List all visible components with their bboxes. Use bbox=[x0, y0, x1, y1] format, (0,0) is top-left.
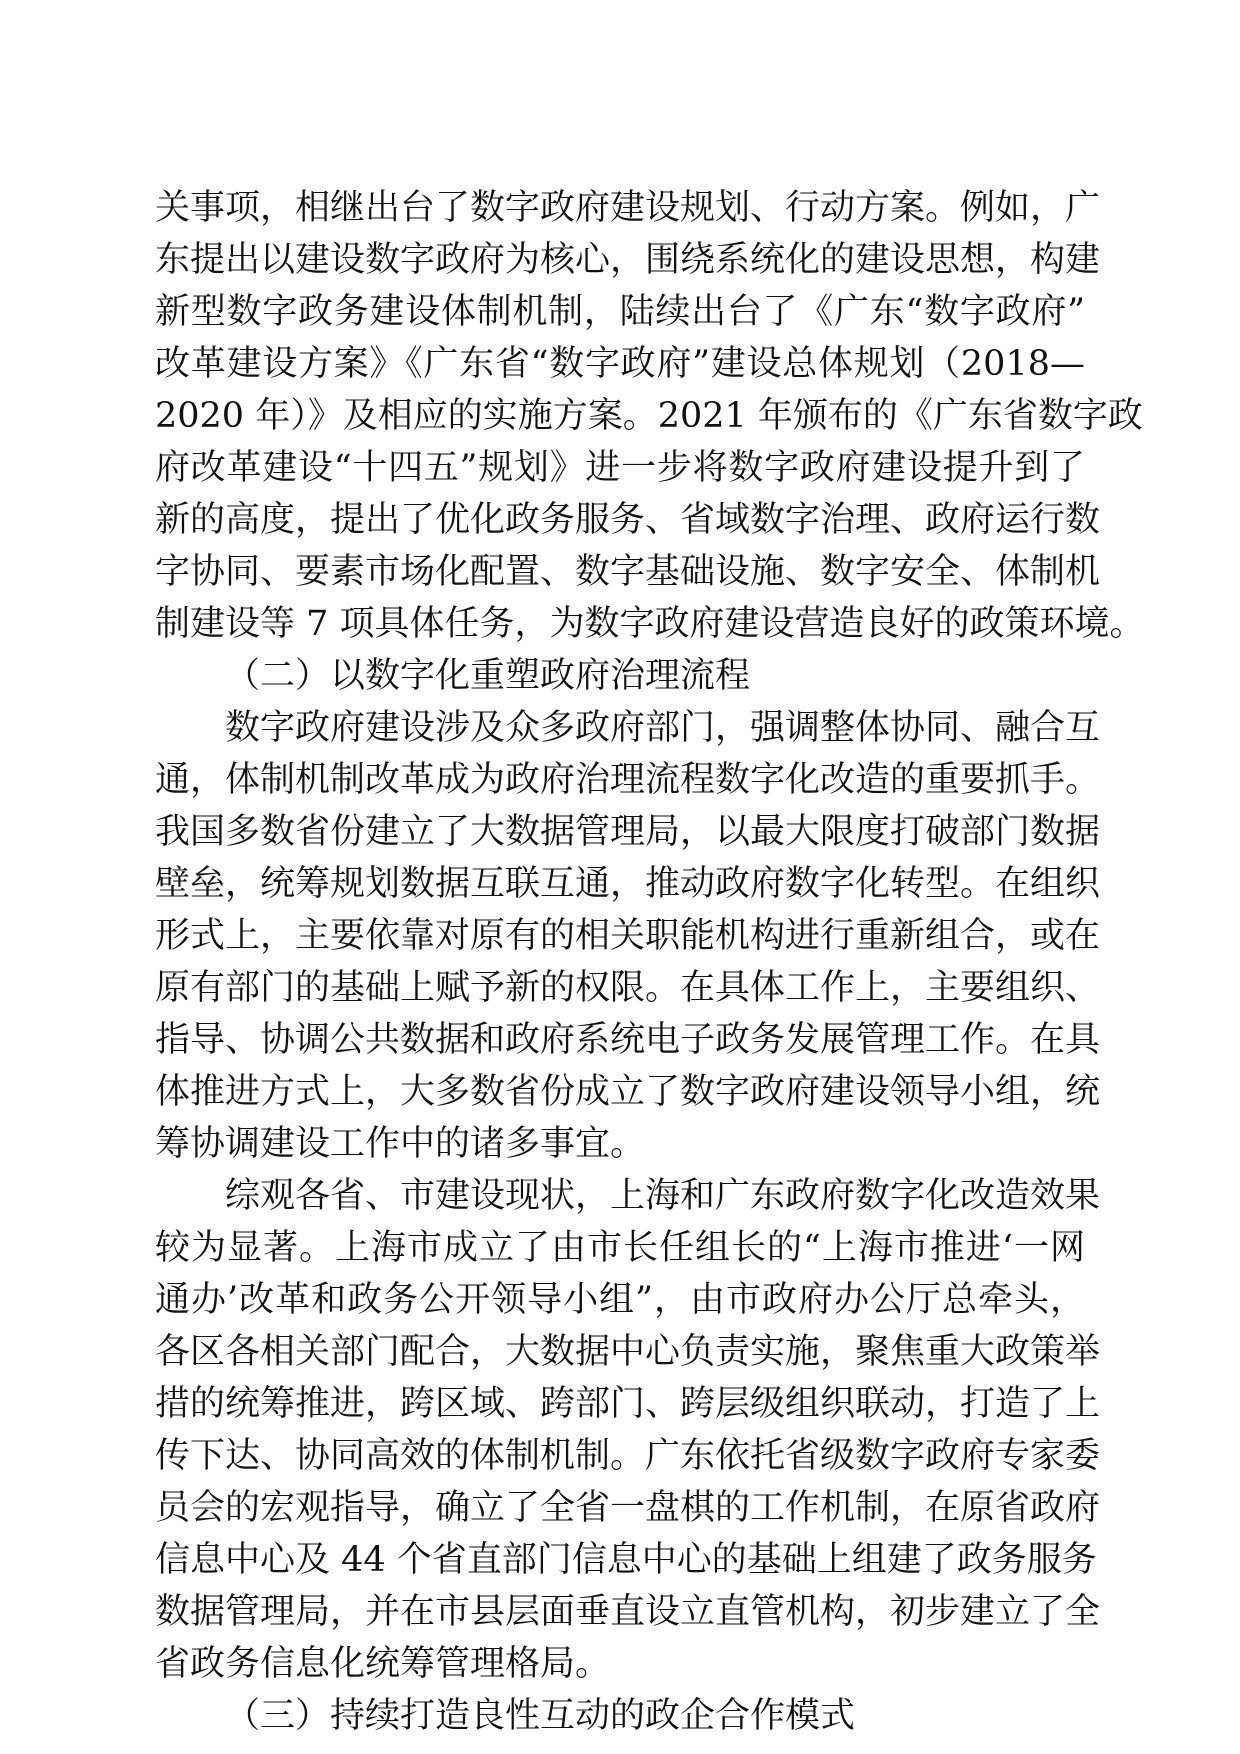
paragraph-3-line-1: 综观各省、市建设现状，上海和广东政府数字化改造效果 bbox=[225, 1176, 1101, 1216]
paragraph-3-line-7: 员会的宏观指导，确立了全省一盘棋的工作机制，在原省政府 bbox=[155, 1488, 1101, 1528]
paragraph-1-line-9: 制建设等 7 项具体任务，为数字政府建设营造良好的政策环境。 bbox=[155, 604, 1145, 644]
paragraph-2-line-9: 筹协调建设工作中的诸多事宜。 bbox=[155, 1124, 646, 1164]
section-heading-2: （二）以数字化重塑政府治理流程 bbox=[225, 656, 751, 696]
paragraph-2-line-2: 通，体制机制改革成为政府治理流程数字化改造的重要抓手。 bbox=[155, 760, 1101, 800]
paragraph-3-line-2: 较为显著。上海市成立了由市长任组长的“上海市推进‘一网 bbox=[155, 1228, 1085, 1268]
paragraph-2-line-3: 我国多数省份建立了大数据管理局，以最大限度打破部门数据 bbox=[155, 812, 1101, 852]
paragraph-1-line-2: 东提出以建设数字政府为核心，围绕系统化的建设思想，构建 bbox=[155, 240, 1101, 280]
paragraph-2-line-4: 壁垒，统筹规划数据互联互通，推动政府数字化转型。在组织 bbox=[155, 864, 1101, 904]
paragraph-3-line-10: 省政务信息化统筹管理格局。 bbox=[155, 1644, 611, 1684]
paragraph-3-line-4: 各区各相关部门配合，大数据中心负责实施，聚焦重大政策举 bbox=[155, 1332, 1101, 1372]
paragraph-1-line-4: 改革建设方案》《广东省“数字政府”建设总体规划（2018— bbox=[155, 344, 1085, 384]
paragraph-1-line-6: 府改革建设“十四五”规划》进一步将数字政府建设提升到了 bbox=[155, 448, 1085, 488]
paragraph-3-line-8: 信息中心及 44 个省直部门信息中心的基础上组建了政务服务 bbox=[155, 1540, 1097, 1580]
paragraph-1-line-1: 关事项，相继出台了数字政府建设规划、行动方案。例如，广 bbox=[155, 188, 1101, 228]
paragraph-2-line-1: 数字政府建设涉及众多政府部门，强调整体协同、融合互 bbox=[225, 708, 1101, 748]
paragraph-1-line-7: 新的高度，提出了优化政务服务、省域数字治理、政府运行数 bbox=[155, 500, 1101, 540]
paragraph-2-line-8: 体推进方式上，大多数省份成立了数字政府建设领导小组，统 bbox=[155, 1072, 1101, 1112]
paragraph-3-line-3: 通办’改革和政务公开领导小组”，由市政府办公厅总牵头， bbox=[155, 1280, 1085, 1320]
paragraph-1-line-8: 字协同、要素市场化配置、数字基础设施、数字安全、体制机 bbox=[155, 552, 1101, 592]
paragraph-1-line-3: 新型数字政务建设体制机制，陆续出台了《广东“数字政府” bbox=[155, 292, 1085, 332]
paragraph-3-line-6: 传下达、协同高效的体制机制。广东依托省级数字政府专家委 bbox=[155, 1436, 1101, 1476]
paragraph-3-line-5: 措的统筹推进，跨区域、跨部门、跨层级组织联动，打造了上 bbox=[155, 1384, 1101, 1424]
paragraph-1-line-5: 2020 年）》及相应的实施方案。2021 年颁布的《广东省数字政 bbox=[155, 396, 1143, 436]
paragraph-2-line-5: 形式上，主要依靠对原有的相关职能机构进行重新组合，或在 bbox=[155, 916, 1101, 956]
section-heading-3: （三）持续打造良性互动的政企合作模式 bbox=[225, 1696, 856, 1736]
paragraph-2-line-6: 原有部门的基础上赋予新的权限。在具体工作上，主要组织、 bbox=[155, 968, 1101, 1008]
paragraph-2-line-7: 指导、协调公共数据和政府系统电子政务发展管理工作。在具 bbox=[155, 1020, 1101, 1060]
paragraph-3-line-9: 数据管理局，并在市县层面垂直设立直管机构，初步建立了全 bbox=[155, 1592, 1101, 1632]
